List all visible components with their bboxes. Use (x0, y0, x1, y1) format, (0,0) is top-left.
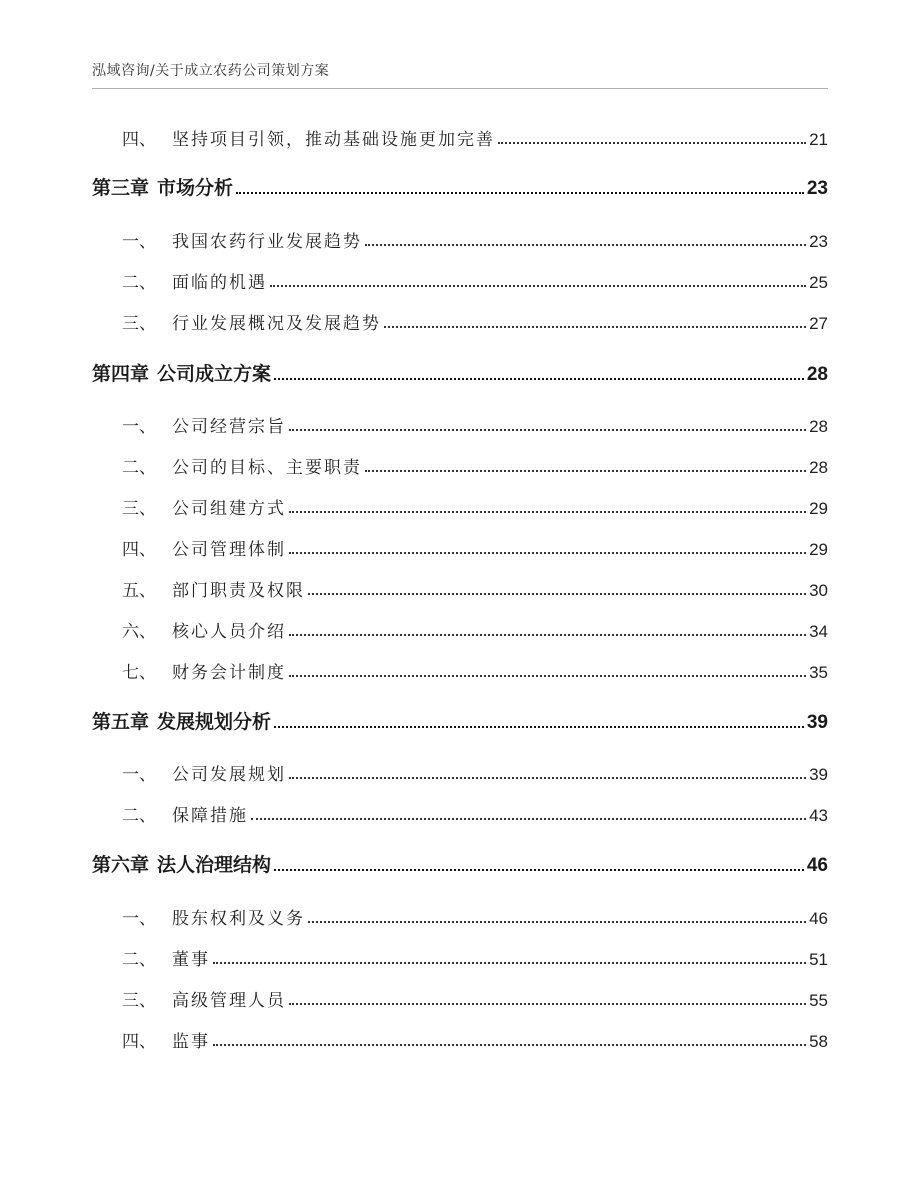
toc-section-entry[interactable] (92, 263, 828, 293)
toc-entry-number: 四、 (122, 1032, 156, 1052)
toc-chapter-entry[interactable] (92, 704, 828, 734)
toc-page-number: 28 (809, 458, 828, 477)
toc-section-entry[interactable] (92, 796, 828, 826)
toc-page-number: 43 (809, 806, 828, 825)
toc-chapter-entry[interactable] (92, 170, 828, 200)
toc-page-number: 25 (809, 273, 828, 292)
toc-dot-leader (274, 869, 804, 871)
toc-page-number: 30 (809, 581, 828, 600)
toc-entry-number: 四、 (122, 130, 156, 150)
toc-entry-title: 公司组建方式 (172, 499, 286, 519)
toc-dot-leader (289, 552, 806, 554)
toc-entry-label (122, 453, 362, 478)
toc-entry-label (122, 268, 267, 293)
toc-entry-number: 七、 (122, 663, 156, 683)
toc-page-number: 28 (809, 417, 828, 436)
toc-page-number: 28 (806, 364, 828, 385)
toc-page-number: 46 (809, 909, 828, 928)
toc-entry-number: 三、 (122, 499, 156, 519)
toc-entry-number: 一、 (122, 417, 156, 437)
toc-entry-number: 一、 (122, 909, 156, 929)
page-header: 泓域咨询/关于成立农药公司策划方案 (92, 63, 330, 79)
toc-entry-label (92, 173, 233, 200)
toc-section-entry[interactable] (92, 530, 828, 560)
toc-entry-number: 五、 (122, 581, 156, 601)
toc-entry-title: 部门职责及权限 (172, 581, 305, 601)
toc-section-entry[interactable] (92, 899, 828, 929)
toc-entry-label (92, 359, 271, 386)
toc-page-number: 35 (809, 663, 828, 682)
toc-dot-leader (289, 511, 806, 513)
toc-page-number: 21 (809, 130, 828, 149)
toc-entry-title: 公司的目标、主要职责 (172, 458, 362, 478)
toc-entry-title: 董事 (172, 950, 210, 970)
header-divider (92, 88, 828, 89)
toc-page-number: 29 (809, 540, 828, 559)
toc-entry-label (122, 904, 305, 929)
toc-entry-number: 二、 (122, 273, 156, 293)
toc-section-entry[interactable] (92, 304, 828, 334)
toc-entry-number: 三、 (122, 314, 156, 334)
toc-entry-title: 我国农药行业发展趋势 (172, 232, 362, 252)
toc-entry-label (122, 986, 286, 1011)
toc-dot-leader (289, 429, 806, 431)
toc-page-number: 39 (809, 765, 828, 784)
toc-dot-leader (365, 470, 806, 472)
toc-section-entry[interactable] (92, 653, 828, 683)
toc-dot-leader (289, 1003, 806, 1005)
toc-entry-title: 法人治理结构 (157, 854, 272, 876)
toc-page-number: 58 (809, 1032, 828, 1051)
toc-entry-title: 核心人员介绍 (172, 622, 286, 642)
toc-chapter-entry[interactable] (92, 356, 828, 386)
toc-dot-leader (251, 818, 806, 820)
toc-dot-leader (289, 777, 806, 779)
toc-section-entry[interactable] (92, 1022, 828, 1052)
toc-dot-leader (274, 726, 804, 728)
toc-dot-leader (384, 326, 806, 328)
toc-entry-number: 二、 (122, 458, 156, 478)
toc-page-number: 51 (809, 950, 828, 969)
toc-entry-title: 坚持项目引领，推动基础设施更加完善 (172, 130, 495, 150)
toc-section-entry[interactable] (92, 612, 828, 642)
toc-section-entry[interactable] (92, 755, 828, 785)
toc-entry-label (122, 309, 381, 334)
toc-section-entry[interactable] (92, 407, 828, 437)
toc-dot-leader (236, 192, 804, 194)
toc-dot-leader (270, 285, 806, 287)
toc-entry-number: 二、 (122, 806, 156, 826)
toc-section-entry[interactable] (92, 120, 828, 150)
toc-entry-number: 三、 (122, 991, 156, 1011)
toc-entry-label (92, 707, 271, 734)
toc-chapter-entry[interactable] (92, 847, 828, 877)
toc-section-entry[interactable] (92, 448, 828, 478)
toc-entry-number: 一、 (122, 765, 156, 785)
toc-entry-title: 公司管理体制 (172, 540, 286, 560)
toc-entry-label (122, 658, 286, 683)
toc-page-number: 34 (809, 622, 828, 641)
toc-section-entry[interactable] (92, 981, 828, 1011)
toc-entry-title: 保障措施 (172, 806, 248, 826)
toc-entry-label (92, 850, 271, 877)
toc-entry-number: 二、 (122, 950, 156, 970)
toc-entry-title: 监事 (172, 1032, 210, 1052)
toc-dot-leader (213, 1044, 806, 1046)
toc-dot-leader (308, 921, 806, 923)
toc-page-number: 27 (809, 314, 828, 333)
toc-entry-title: 面临的机遇 (172, 273, 267, 293)
toc-entry-label (122, 125, 495, 150)
toc-entry-number: 第三章 (92, 177, 150, 199)
toc-dot-leader (498, 142, 806, 144)
toc-entry-number: 一、 (122, 232, 156, 252)
toc-entry-title: 市场分析 (157, 177, 234, 199)
toc-entry-title: 发展规划分析 (157, 711, 272, 733)
toc-entry-label (122, 801, 248, 826)
toc-entry-title: 公司成立方案 (157, 363, 272, 385)
toc-entry-label (122, 412, 286, 437)
toc-entry-title: 公司发展规划 (172, 765, 286, 785)
toc-entry-label (122, 576, 305, 601)
toc-entry-title: 财务会计制度 (172, 663, 286, 683)
toc-page-number: 23 (809, 232, 828, 251)
toc-entry-number: 第四章 (92, 363, 150, 385)
toc-entry-label (122, 1027, 210, 1052)
toc-entry-title: 股东权利及义务 (172, 909, 305, 929)
toc-page-number: 55 (809, 991, 828, 1010)
toc-entry-label (122, 494, 286, 519)
toc-page-number: 23 (806, 178, 828, 199)
toc-entry-label (122, 535, 286, 560)
toc-entry-title: 行业发展概况及发展趋势 (172, 314, 381, 334)
toc-entry-number: 第五章 (92, 711, 150, 733)
toc-dot-leader (274, 378, 804, 380)
toc-entry-label (122, 617, 286, 642)
toc-entry-label (122, 760, 286, 785)
toc-dot-leader (213, 962, 806, 964)
toc-page-number: 29 (809, 499, 828, 518)
toc-entry-label (122, 945, 210, 970)
toc-section-entry[interactable] (92, 489, 828, 519)
toc-entry-number: 六、 (122, 622, 156, 642)
toc-entry-number: 四、 (122, 540, 156, 560)
toc-section-entry[interactable] (92, 940, 828, 970)
toc-entry-title: 公司经营宗旨 (172, 417, 286, 437)
toc-dot-leader (308, 593, 806, 595)
toc-entry-title: 高级管理人员 (172, 991, 286, 1011)
toc-page-number: 46 (806, 855, 828, 876)
toc-dot-leader (289, 675, 806, 677)
toc-section-entry[interactable] (92, 571, 828, 601)
toc-section-entry[interactable] (92, 222, 828, 252)
toc-entry-number: 第六章 (92, 854, 150, 876)
toc-dot-leader (289, 634, 806, 636)
toc-dot-leader (365, 244, 806, 246)
toc-page-number: 39 (806, 712, 828, 733)
toc-entry-label (122, 227, 362, 252)
